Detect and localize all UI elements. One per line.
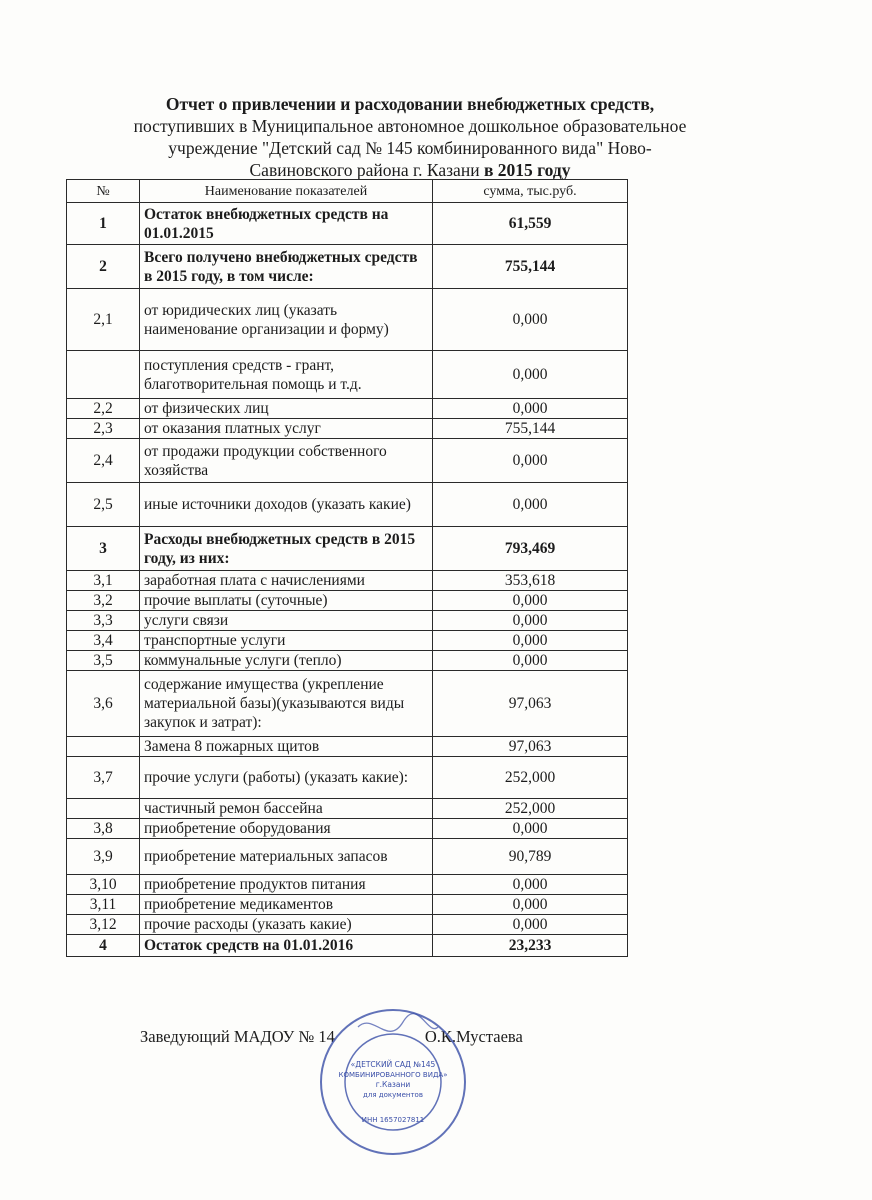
row-number: 3,1 xyxy=(67,571,140,591)
table-row xyxy=(67,935,628,957)
table-row xyxy=(67,631,628,651)
table-row xyxy=(67,245,628,289)
title-line-3: учреждение "Детский сад № 145 комбинированного вида" Ново- xyxy=(168,138,652,158)
table-row xyxy=(67,399,628,419)
row-value: 0,000 xyxy=(433,915,628,935)
row-name: приобретение продуктов питания xyxy=(140,875,433,895)
table-row xyxy=(67,671,628,737)
table-row xyxy=(67,839,628,875)
row-value: 0,000 xyxy=(433,895,628,915)
table-row xyxy=(67,571,628,591)
title-line-4 xyxy=(60,159,760,181)
row-number: 3,8 xyxy=(67,819,140,839)
stamp-inn: ИНН 1657027811 xyxy=(361,1116,425,1124)
table-row xyxy=(67,915,628,935)
row-name: иные источники доходов (указать какие) xyxy=(140,483,433,527)
stamp-text-2: КОМБИНИРОВАННОГО ВИДА» xyxy=(338,1071,448,1079)
row-name: прочие выплаты (суточные) xyxy=(140,591,433,611)
table-row xyxy=(67,757,628,799)
row-value: 252,000 xyxy=(433,757,628,799)
table-row xyxy=(67,819,628,839)
table-row xyxy=(67,737,628,757)
row-value: 755,144 xyxy=(433,419,628,439)
row-value: 353,618 xyxy=(433,571,628,591)
row-name: приобретение материальных запасов xyxy=(140,839,433,875)
row-name: Остаток внебюджетных средств на 01.01.2015 xyxy=(140,203,433,245)
row-number: 2,4 xyxy=(67,439,140,483)
title-line-1: Отчет о привлечении и расходовании внебюджетных средств, xyxy=(165,94,655,114)
row-number: 3,7 xyxy=(67,757,140,799)
report-table xyxy=(66,179,628,957)
row-value: 61,559 xyxy=(433,203,628,245)
row-name: приобретение медикаментов xyxy=(140,895,433,915)
row-number: 3,12 xyxy=(67,915,140,935)
row-number: 1 xyxy=(67,203,140,245)
row-name: коммунальные услуги (тепло) xyxy=(140,651,433,671)
row-name: транспортные услуги xyxy=(140,631,433,651)
row-value: 97,063 xyxy=(433,737,628,757)
row-number: 4 xyxy=(67,935,140,957)
title-year: в 2015 году xyxy=(483,160,571,180)
table-row xyxy=(67,483,628,527)
stamp-text-4: для документов xyxy=(363,1091,423,1099)
row-number: 3,9 xyxy=(67,839,140,875)
table-row xyxy=(67,419,628,439)
official-stamp xyxy=(318,1007,468,1157)
row-name: прочие расходы (указать какие) xyxy=(140,915,433,935)
row-number xyxy=(67,351,140,399)
row-number: 2,1 xyxy=(67,289,140,351)
row-name: частичный ремон бассейна xyxy=(140,799,433,819)
row-number: 3,11 xyxy=(67,895,140,915)
row-value: 0,000 xyxy=(433,651,628,671)
table-row xyxy=(67,875,628,895)
table-row xyxy=(67,351,628,399)
title-line-4-text: Савиновского района г. Казани xyxy=(249,160,480,180)
row-number: 3 xyxy=(67,527,140,571)
row-value: 0,000 xyxy=(433,289,628,351)
column-header-sum: сумма, тыс.руб. xyxy=(433,180,628,203)
row-name: от оказания платных услуг xyxy=(140,419,433,439)
row-number: 3,5 xyxy=(67,651,140,671)
signature-scribble-icon xyxy=(358,1014,438,1032)
row-name: Замена 8 пожарных щитов xyxy=(140,737,433,757)
table-body xyxy=(67,203,628,957)
row-name: Остаток средств на 01.01.2016 xyxy=(140,935,433,957)
row-number: 2,2 xyxy=(67,399,140,419)
column-header-name: Наименование показателей xyxy=(140,180,433,203)
row-name: прочие услуги (работы) (указать какие): xyxy=(140,757,433,799)
row-value: 252,000 xyxy=(433,799,628,819)
row-number: 3,4 xyxy=(67,631,140,651)
table-row xyxy=(67,799,628,819)
row-name: поступления средств - грант, благотворительная помощь и т.д. xyxy=(140,351,433,399)
row-value: 0,000 xyxy=(433,483,628,527)
column-header-number: № xyxy=(67,180,140,203)
row-number: 2 xyxy=(67,245,140,289)
signature-position: Заведующий МАДОУ № 14 xyxy=(140,1027,335,1046)
row-value: 0,000 xyxy=(433,631,628,651)
row-value: 90,789 xyxy=(433,839,628,875)
table-row xyxy=(67,611,628,631)
table-row xyxy=(67,289,628,351)
title-line-2: поступивших в Муниципальное автономное дошкольное образовательное xyxy=(133,116,687,136)
row-value: 0,000 xyxy=(433,875,628,895)
table-row xyxy=(67,203,628,245)
table-row xyxy=(67,591,628,611)
stamp-text-1: «ДЕТСКИЙ САД №145 xyxy=(350,1060,436,1069)
row-number: 3,2 xyxy=(67,591,140,611)
document-title xyxy=(60,93,760,181)
row-value: 0,000 xyxy=(433,439,628,483)
row-name: содержание имущества (укрепление материальной базы)(указываются виды закупок и затрат): xyxy=(140,671,433,737)
row-number: 3,10 xyxy=(67,875,140,895)
table-row xyxy=(67,527,628,571)
row-number: 2,5 xyxy=(67,483,140,527)
row-name: Всего получено внебюджетных средств в 2015 году, в том числе: xyxy=(140,245,433,289)
row-value: 0,000 xyxy=(433,611,628,631)
row-number xyxy=(67,799,140,819)
row-name: Расходы внебюджетных средств в 2015 году, из них: xyxy=(140,527,433,571)
row-number: 3,6 xyxy=(67,671,140,737)
row-value: 793,469 xyxy=(433,527,628,571)
row-name: от продажи продукции собственного хозяйства xyxy=(140,439,433,483)
row-number xyxy=(67,737,140,757)
row-name: от физических лиц xyxy=(140,399,433,419)
table-row xyxy=(67,439,628,483)
table-row xyxy=(67,651,628,671)
table-header-row xyxy=(67,180,628,203)
row-value: 23,233 xyxy=(433,935,628,957)
stamp-text-3: г.Казани xyxy=(375,1080,411,1089)
row-number: 3,3 xyxy=(67,611,140,631)
row-value: 0,000 xyxy=(433,351,628,399)
row-number: 2,3 xyxy=(67,419,140,439)
row-name: от юридических лиц (указать наименование организации и форму) xyxy=(140,289,433,351)
row-value: 0,000 xyxy=(433,591,628,611)
signature-name: О.К.Мустаева xyxy=(424,1027,523,1046)
table-row xyxy=(67,895,628,915)
row-name: приобретение оборудования xyxy=(140,819,433,839)
row-value: 0,000 xyxy=(433,399,628,419)
row-value: 0,000 xyxy=(433,819,628,839)
row-value: 97,063 xyxy=(433,671,628,737)
row-name: заработная плата с начислениями xyxy=(140,571,433,591)
row-name: услуги связи xyxy=(140,611,433,631)
row-value: 755,144 xyxy=(433,245,628,289)
